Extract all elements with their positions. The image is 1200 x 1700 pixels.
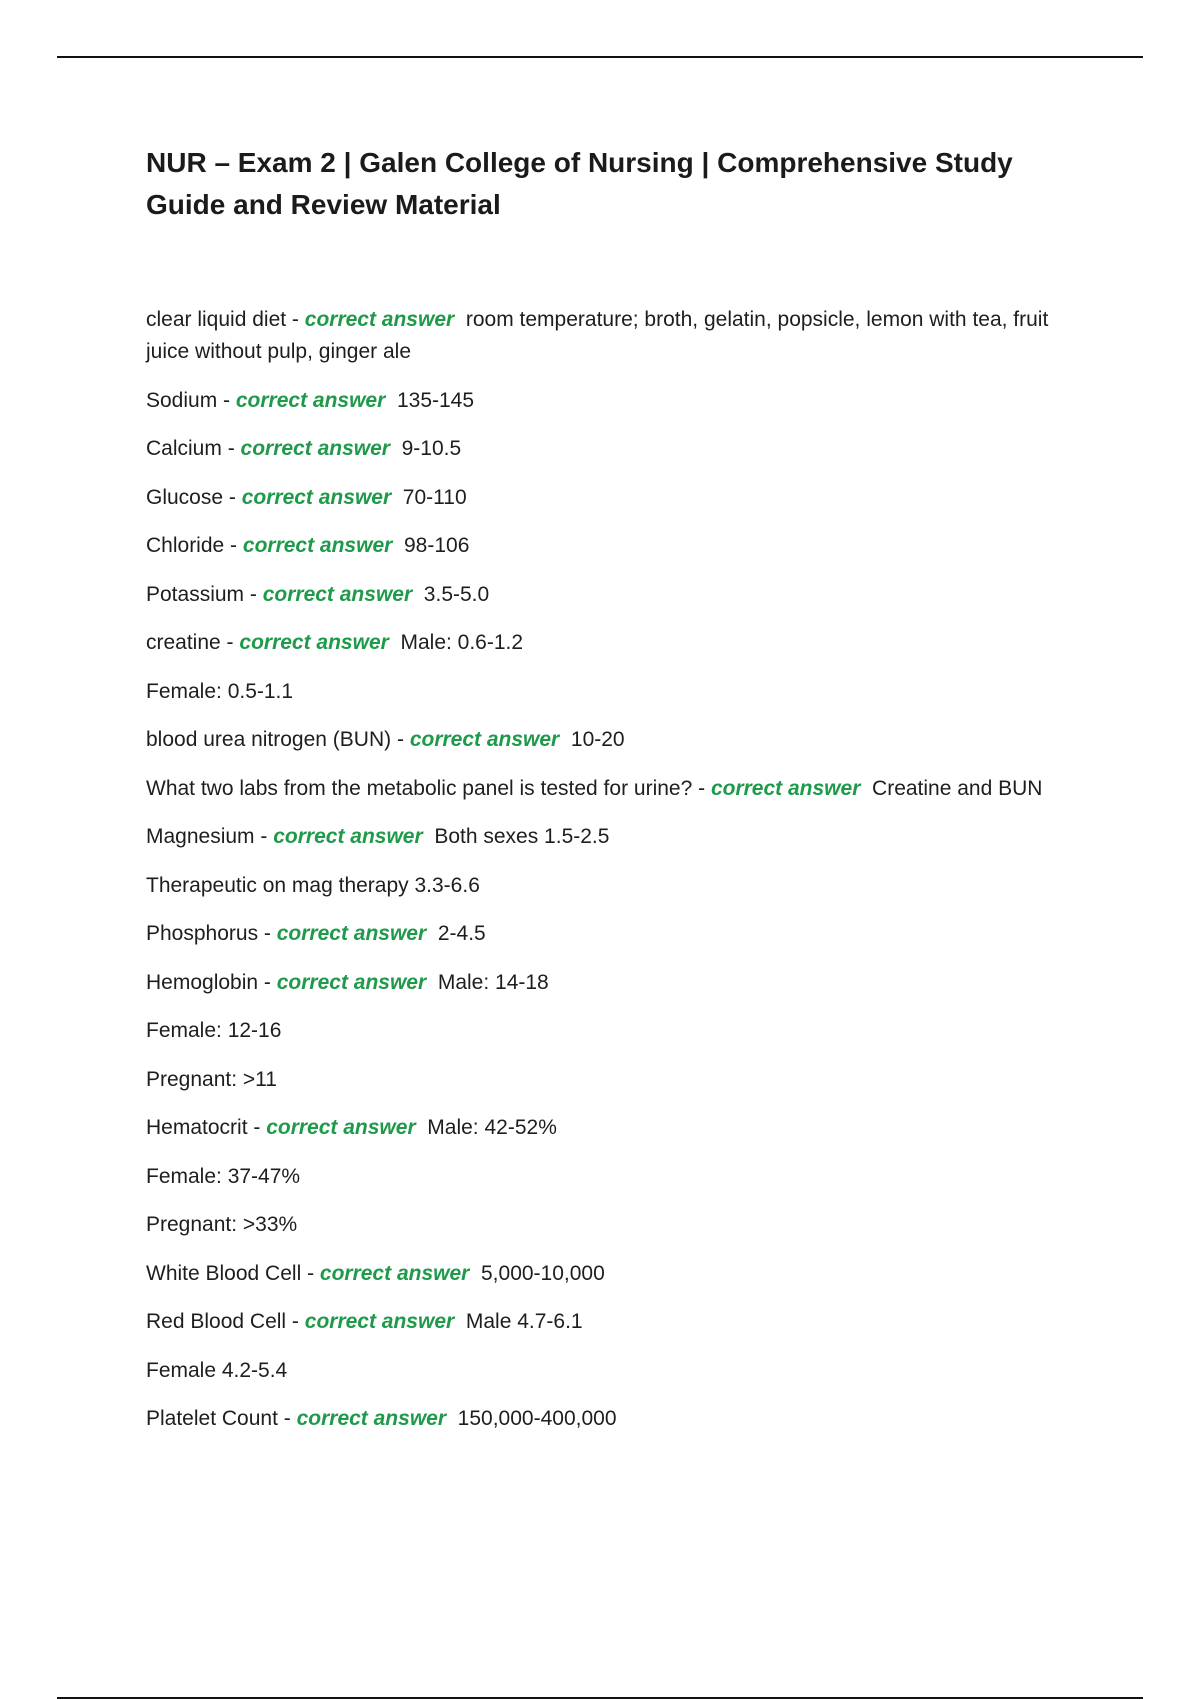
correct-answer-label: correct answer	[240, 437, 390, 460]
study-entry	[146, 1306, 1096, 1338]
entry-term: Sodium	[146, 388, 218, 412]
study-entry	[146, 1403, 1096, 1435]
entry-term: White Blood Cell	[146, 1261, 302, 1285]
entry-separator: -	[221, 437, 241, 460]
entry-separator: -	[277, 1407, 297, 1430]
correct-answer-label: correct answer	[304, 308, 455, 331]
entry-answer: 150,000-400,000	[446, 1407, 617, 1430]
entry-answer: 70-110	[391, 485, 467, 509]
study-entry	[146, 1355, 1096, 1387]
study-entry	[146, 304, 1096, 368]
entry-separator: -	[220, 631, 240, 654]
study-entry	[146, 1112, 1096, 1144]
entry-separator: -	[217, 388, 236, 412]
entry-answer: Male: 14-18	[426, 970, 549, 994]
entry-separator: -	[247, 1116, 267, 1139]
study-entry	[146, 385, 1096, 417]
header-rule	[57, 56, 1143, 58]
correct-answer-label: correct answer	[241, 485, 392, 509]
entry-answer: 10-20	[559, 728, 625, 751]
correct-answer-label: correct answer	[304, 1310, 455, 1333]
entry-separator: -	[224, 534, 243, 557]
study-entry	[146, 627, 1096, 659]
entry-answer: 2-4.5	[426, 922, 486, 945]
entry-continuation: Female 4.2-5.4	[146, 1358, 288, 1382]
entry-separator: -	[692, 776, 711, 800]
entry-answer: Male: 0.6-1.2	[388, 631, 524, 654]
entry-continuation: Pregnant: >11	[146, 1067, 277, 1091]
entry-answer: 98-106	[392, 534, 470, 557]
entry-separator: -	[391, 728, 410, 751]
study-entry	[146, 918, 1096, 950]
entry-term: Potassium	[146, 582, 245, 606]
entry-separator: -	[286, 308, 305, 331]
correct-answer-label: correct answer	[409, 728, 560, 751]
study-entry	[146, 1209, 1096, 1241]
entry-answer: 9-10.5	[389, 437, 462, 460]
study-entry	[146, 579, 1096, 611]
entry-separator: -	[286, 1310, 305, 1333]
entry-answer: Male: 42-52%	[415, 1116, 557, 1139]
correct-answer-label: correct answer	[242, 534, 393, 557]
study-entry	[146, 821, 1096, 853]
entry-term: Phosphorus	[146, 922, 259, 945]
entry-separator: -	[244, 582, 263, 606]
correct-answer-label: correct answer	[235, 388, 386, 412]
entry-continuation: Therapeutic on mag therapy 3.3-6.6	[146, 873, 480, 897]
correct-answer-label: correct answer	[239, 631, 389, 654]
entry-answer: 135-145	[385, 388, 475, 412]
entry-separator: -	[258, 922, 277, 945]
entry-continuation: Female: 0.5-1.1	[146, 679, 294, 703]
entry-continuation: Pregnant: >33%	[146, 1213, 298, 1236]
correct-answer-label: correct answer	[266, 1116, 416, 1139]
entry-continuation: Female: 37-47%	[146, 1164, 301, 1188]
entry-answer: 5,000-10,000	[469, 1261, 605, 1285]
entry-term: Glucose	[146, 485, 224, 509]
study-entry	[146, 530, 1096, 562]
entry-answer: 3.5-5.0	[412, 582, 490, 606]
entry-term: What two labs from the metabolic panel is tested for urine?	[146, 776, 693, 800]
entry-separator: -	[258, 970, 277, 994]
study-entry	[146, 1161, 1096, 1193]
entry-term: Hematocrit	[146, 1116, 248, 1139]
entry-term: Calcium	[146, 437, 222, 460]
correct-answer-label: correct answer	[319, 1261, 470, 1285]
correct-answer-label: correct answer	[262, 582, 413, 606]
entry-answer: Creatine and BUN	[860, 776, 1043, 800]
entry-separator: -	[301, 1261, 320, 1285]
entry-term: creatine	[146, 631, 221, 654]
entry-separator: -	[254, 825, 274, 848]
study-entry	[146, 1064, 1096, 1096]
entry-term: Platelet Count	[146, 1407, 278, 1430]
entry-term: Hemoglobin	[146, 970, 259, 994]
entry-term: blood urea nitrogen (BUN)	[146, 728, 392, 751]
entry-continuation: Female: 12-16	[146, 1019, 282, 1042]
study-entry	[146, 773, 1096, 805]
entry-answer: Both sexes 1.5-2.5	[422, 825, 610, 848]
footer-rule	[57, 1697, 1143, 1699]
entry-separator: -	[223, 485, 242, 509]
entry-term: clear liquid diet	[146, 308, 287, 331]
study-entry	[146, 482, 1096, 514]
entry-term: Red Blood Cell	[146, 1310, 287, 1333]
study-entries-list	[146, 304, 1096, 1452]
correct-answer-label: correct answer	[276, 970, 427, 994]
correct-answer-label: correct answer	[710, 776, 861, 800]
entry-answer: room temperature; broth, gelatin, popsicle, lemon with tea, fruit juice without pulp, ginger ale	[146, 308, 1049, 363]
entry-term: Magnesium	[146, 825, 255, 848]
document-title: NUR – Exam 2 | Galen College of Nursing | Comprehensive Study Guide and Review Material	[146, 147, 1013, 220]
entry-answer: Male 4.7-6.1	[454, 1310, 583, 1333]
study-entry	[146, 967, 1096, 999]
study-entry	[146, 870, 1096, 902]
entry-term: Chloride	[146, 534, 225, 557]
correct-answer-label: correct answer	[296, 1407, 447, 1430]
study-entry	[146, 676, 1096, 708]
study-entry	[146, 724, 1096, 756]
study-entry	[146, 1015, 1096, 1047]
correct-answer-label: correct answer	[276, 922, 427, 945]
correct-answer-label: correct answer	[273, 825, 423, 848]
study-entry	[146, 1258, 1096, 1290]
study-entry	[146, 433, 1096, 465]
